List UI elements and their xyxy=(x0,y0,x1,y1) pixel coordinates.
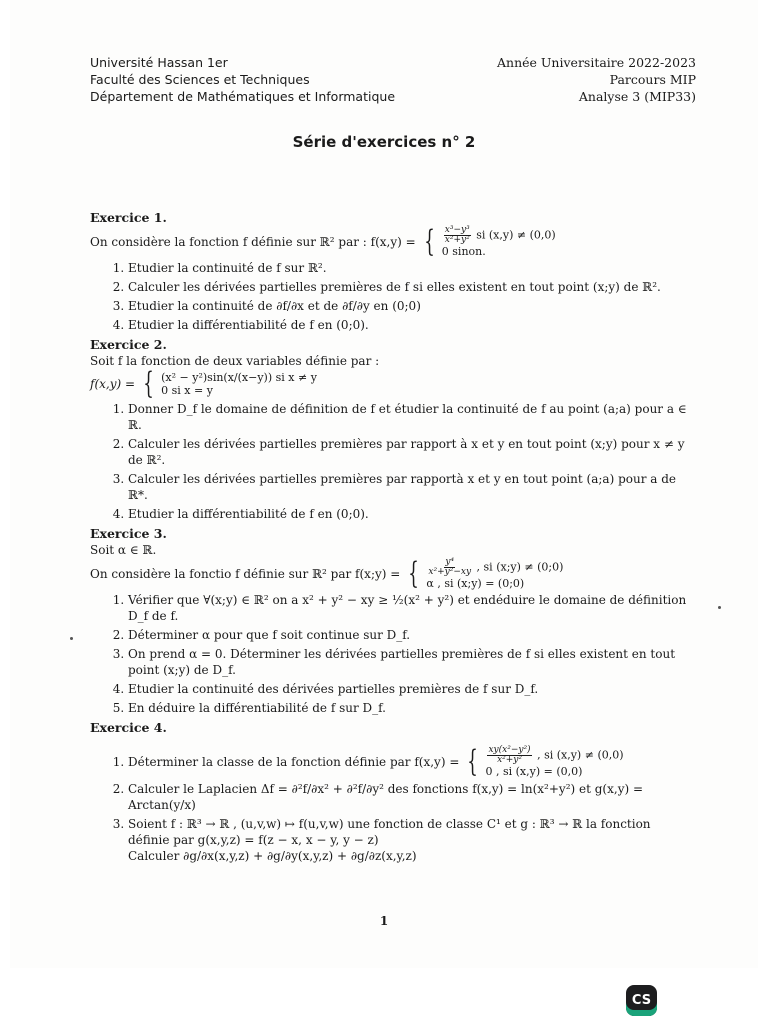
list-item: 2. Déterminer α pour que f soit continue sur D_f. xyxy=(128,627,688,643)
list-item: 3. On prend α = 0. Déterminer les dérivées partielles premières de f si elles existent en tout point (x;y) de D_f. xyxy=(128,646,688,678)
exercise-1-cases: { $\frac{\text{x³−y³}}{\text{x²+y²}}$ si (x,y) ≠ (0,0) 0 sinon. xyxy=(423,224,556,259)
exercise-3-definition: On considère la fonctio f définie sur ℝ² par f(x;y) = { $\frac{\text{y⁴}}{\text{x²+y²−xy}}$ , si (x;y) ≠ (0;0) α , si (x;y) = (0;0) xyxy=(90,556,564,591)
page-title: Série d'exercices n° 2 xyxy=(292,133,476,151)
header-year: Année Universitaire 2022-2023 xyxy=(497,55,696,70)
fraction: $\frac{\text{y⁴}}{\text{x²+y²−xy}}$ xyxy=(428,557,472,577)
exercise-3-intro: Soit α ∈ ℝ. xyxy=(90,543,157,557)
brace-symbol: { xyxy=(467,744,479,779)
exercise-1-intro: On considère la fonction f définie sur ℝ² par : f(x,y) = xyxy=(90,235,416,249)
brace-symbol: { xyxy=(408,556,420,591)
exercise-content xyxy=(90,206,688,868)
exercise-1-questions xyxy=(90,260,688,333)
list-item: 4. Etudier la différentiabilité de f en (0;0). xyxy=(128,506,688,522)
brace-symbol: { xyxy=(423,224,435,259)
exercise-2-title: Exercice 2. xyxy=(90,337,167,352)
fraction: $\frac{\text{xy(x²−y²)}}{\text{x²+y²}}$ xyxy=(488,745,531,765)
list-item: 3. Etudier la continuité de ∂f/∂x et de ∂f/∂y en (0;0) xyxy=(128,298,688,314)
header-university: Université Hassan 1er xyxy=(90,55,228,70)
header-track: Parcours MIP xyxy=(609,72,696,87)
list-item: 2. Calculer le Laplacien Δf = ∂²f/∂x² + ∂²f/∂y² des fonctions f(x,y) = ln(x²+y²) et g(x,y) = Arctan(y/x) xyxy=(128,781,688,813)
header-faculty: Faculté des Sciences et Techniques xyxy=(90,72,310,87)
header-course: Analyse 3 (MIP33) xyxy=(578,89,696,104)
list-item: 1. Vérifier que ∀(x;y) ∈ ℝ² on a x² + y² − xy ≥ ½(x² + y²) et endéduire le domaine de définition D_f de f. xyxy=(128,592,688,624)
list-item: 1. Etudier la continuité de f sur ℝ². xyxy=(128,260,688,276)
list-item: 5. En déduire la différentiabilité de f sur D_f. xyxy=(128,700,688,716)
fraction: $\frac{\text{x³−y³}}{\text{x²+y²}}$ xyxy=(444,225,470,245)
exercise-3-questions xyxy=(90,592,688,716)
exercise-3-title: Exercice 3. xyxy=(90,526,167,541)
exercise-4-questions xyxy=(90,746,688,864)
page-number: 1 xyxy=(379,914,389,928)
exercise-3-cases: { $\frac{\text{y⁴}}{\text{x²+y²−xy}}$ , si (x;y) ≠ (0;0) α , si (x;y) = (0;0) xyxy=(408,556,564,591)
exercise-2-definition: f(x,y) = { (x² − y²)sin(x/(x−y)) si x ≠ y 0 si x = y xyxy=(90,366,317,401)
scan-speck xyxy=(70,637,73,640)
exercise-2-intro: Soit f la fonction de deux variables définie par : xyxy=(90,354,380,368)
header-department: Département de Mathématiques et Informatique xyxy=(90,89,396,104)
list-item: 1. Donner D_f le domaine de définition de f et étudier la continuité de f au point (a;a) pour a ∈ ℝ. xyxy=(128,401,688,433)
list-item: 2. Calculer les dérivées partielles premières par rapport à x et y en tout point (x;y) pour x ≠ y de ℝ². xyxy=(128,436,688,468)
list-item: 3. Soient f : ℝ³ → ℝ , (u,v,w) ↦ f(u,v,w) une fonction de classe C¹ et g : ℝ³ → ℝ la fonction définie par g(x,y,z) = f(z − x, x − y, y − z) Calculer ∂g/∂x(x,y,z) + ∂g/∂y(x,y,z) + ∂g/∂z(x,y,z) xyxy=(128,816,688,864)
brace-symbol: { xyxy=(143,366,154,401)
header-institution xyxy=(90,54,395,105)
list-item: 1. Déterminer la classe de la fonction définie par f(x,y) = { $\frac{\text{xy(x²−y²)}}{\text{x²+y²}}$ , si (x,y) ≠ (0,0) 0 , si (x,y) = (0,0) xyxy=(128,746,688,778)
exercise-4-cases: { $\frac{\text{xy(x²−y²)}}{\text{x²+y²}}$ , si (x,y) ≠ (0,0) 0 , si (x,y) = (0,0) xyxy=(467,744,624,779)
camscanner-logo: CS xyxy=(626,985,657,1016)
exercise-2-cases: { (x² − y²)sin(x/(x−y)) si x ≠ y 0 si x = y xyxy=(143,366,317,401)
scan-speck xyxy=(718,606,721,609)
list-item: 4. Etudier la différentiabilité de f en (0;0). xyxy=(128,317,688,333)
exercise-1-title: Exercice 1. xyxy=(90,210,167,225)
exercise-1-definition xyxy=(90,226,688,258)
list-item: 3. Calculer les dérivées partielles premières par rapportà x et y en tout point (a;a) pour a de ℝ*. xyxy=(128,471,688,503)
exercise-4-title: Exercice 4. xyxy=(90,720,167,735)
header-course-info xyxy=(497,54,696,105)
list-item: 4. Etudier la continuité des dérivées partielles premières de f sur D_f. xyxy=(128,681,688,697)
list-item: 2. Calculer les dérivées partielles premières de f si elles existent en tout point (x;y) de ℝ². xyxy=(128,279,688,295)
exercise-2-questions xyxy=(90,401,688,522)
